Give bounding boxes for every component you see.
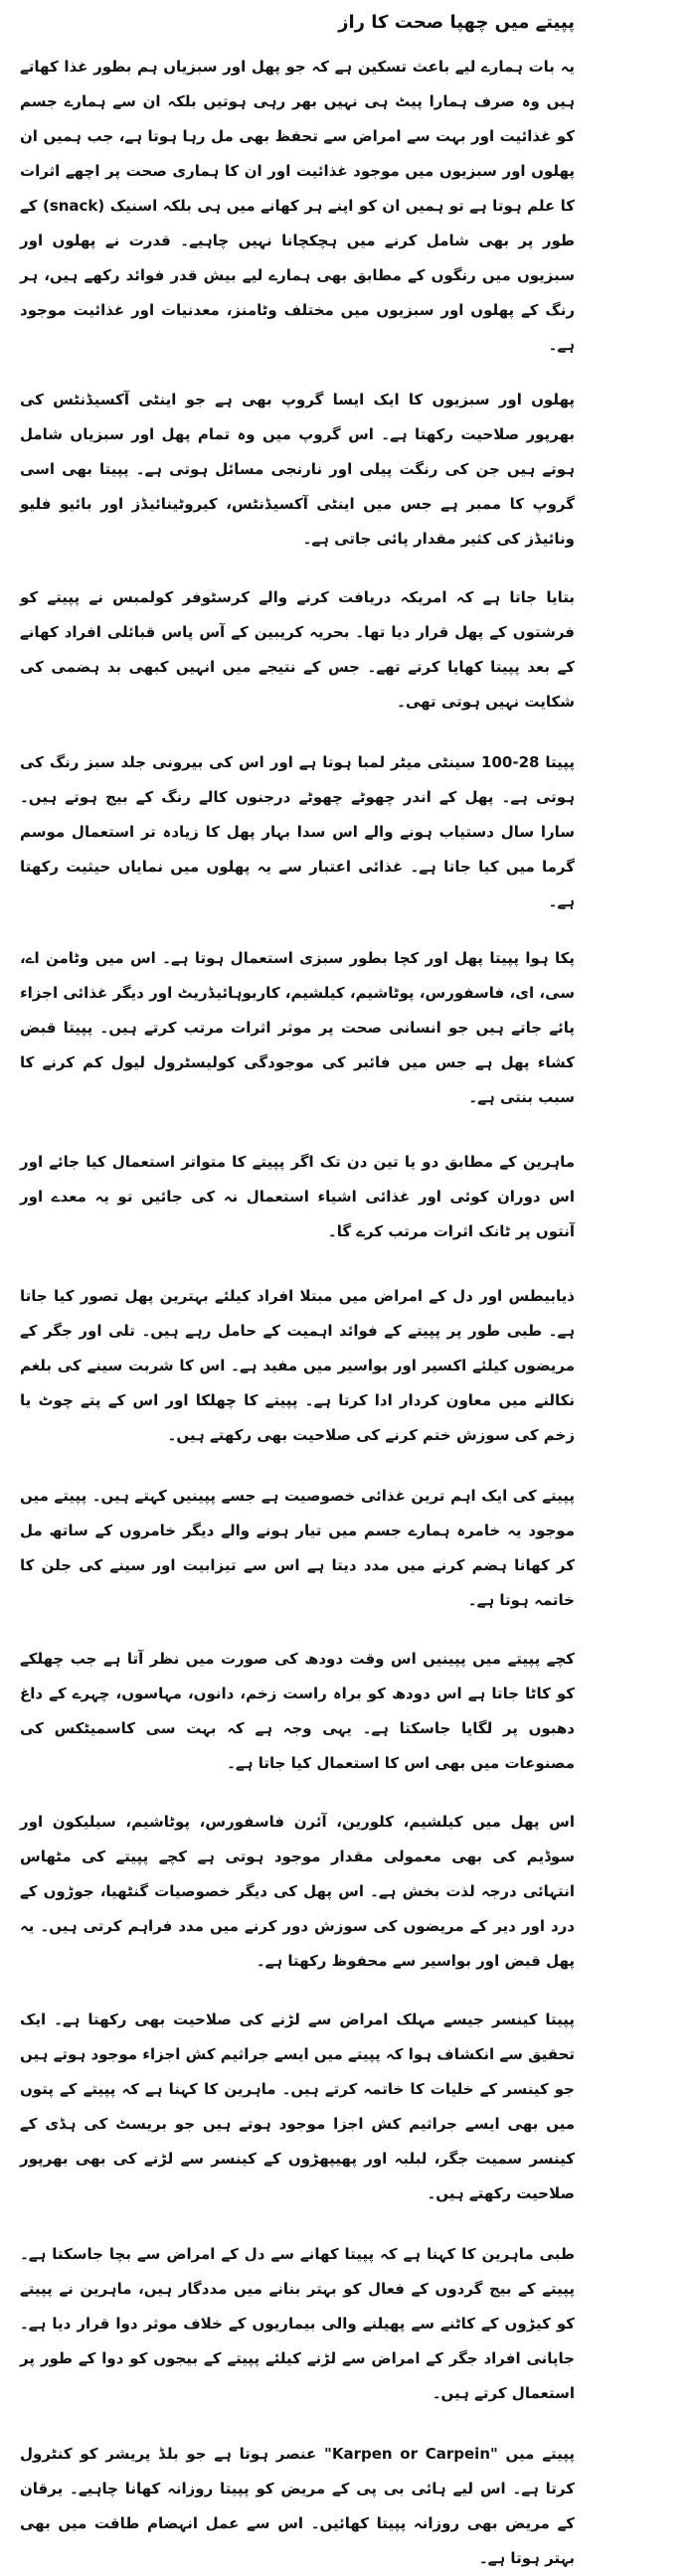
paragraph-13: پپیتے میں "Karpen or Carpein" عنصر ہوتا ہے جو بلڈ پریشر کو کنٹرول کرتا ہے۔ اس لیے ہائی بی پی کے مریض کو پپیتا روزانہ کھانا چاہیے۔ یرقان کے مریض بھی روزانہ پپیتا کھائیں۔ اس سے عمل انہضام طاقت میں بھی بہتر ہوتا ہے۔ bbox=[20, 2445, 575, 2567]
paragraph-8: پپیتے کی ایک اہم ترین غذائی خصوصیت ہے جسے پپینیں کہتے ہیں۔ پپیتے میں موجود یہ خامرہ ہمارے جسم میں تیار ہونے والے دیگر خامروں کے ساتھ مل کر کھانا ہضم کرنے میں مدد دیتا ہے اس سے تیزابیت اور سینے کی جلن کا خاتمہ ہوتا ہے۔ bbox=[20, 1487, 575, 1609]
paragraph-2: پھلوں اور سبزیوں کا ایک ایسا گروپ بھی ہے جو اینٹی آکسیڈنٹس کی بھرپور صلاحیت رکھتا ہے۔ اس گروپ میں وہ تمام پھل اور سبزیاں شامل ہوتے ہیں جن کی رنگت پیلی اور نارنجی مسائل ہوتی ہے۔ پپیتا بھی اسی گروپ کا ممبر ہے جس میں اینٹی آکسیڈنٹس، کیروٹینائیڈز اور بائیو فلیو ونائیڈز کی کثیر مقدار پائی جاتی ہے۔ bbox=[20, 391, 575, 548]
paragraph-4: پپیتا 28-100 سینٹی میٹر لمبا ہوتا ہے اور اس کی بیرونی جلد سبز رنگ کی ہوتی ہے۔ پھل کے اندر چھوٹے چھوٹے درجنوں کالے رنگ کے بیج ہوتے ہیں۔ سارا سال دستیاب ہونے والے اس سدا بہار پھل کا زیادہ تر استعمال موسم گرما میں کیا جاتا ہے۔ غذائی اعتبار سے یہ پھلوں میں نمایاں حیثیت رکھتا ہے۔ bbox=[20, 753, 575, 910]
paragraph-1: یہ بات ہمارے لیے باعث تسکین ہے کہ جو پھل اور سبزیاں ہم بطور غذا کھاتے ہیں وہ صرف ہمارا پیٹ ہی نہیں بھر رہی ہوتیں بلکہ ان سے ہمارے جسم کو غذائیت اور بہت سے امراض سے تحفظ بھی مل رہا ہوتا ہے، جب ہمیں ان پھلوں اور سبزیوں میں موجود غذائیت اور ان کا ہماری صحت پر اچھے اثرات کا علم ہوتا ہے تو ہمیں ان کو اپنے ہر کھانے میں ہی بلکہ اسنیک (snack) کے طور پر بھی شامل کرنے میں ہچکچانا نہیں چاہیے۔ قدرت نے پھلوں اور سبزیوں میں رنگوں کے مطابق بھی ہمارے لیے بیش قدر فوائد رکھے ہیں، ہر رنگ کے پھلوں اور سبزیوں میں مختلف وٹامنز، معدنیات اور غذائیت موجود ہے۔ bbox=[20, 58, 575, 354]
paragraph-6: ماہرین کے مطابق دو یا تین دن تک اگر پپیتے کا متواتر استعمال کیا جائے اور اس دوران کوئی اور غذائی اشیاء استعمال نہ کی جائیں تو یہ معدے اور آنتوں پر ٹانک اثرات مرتب کرے گا۔ bbox=[20, 1153, 575, 1240]
paragraph-9: کچے پپیتے میں پپینیں اس وقت دودھ کی صورت میں نظر آتا ہے جب چھلکے کو کاٹا جاتا ہے اس دودھ کو براہ راست زخم، دانوں، مہاسوں، چہرے کے داغ دھبوں پر لگایا جاسکتا ہے۔ یہی وجہ ہے کہ بہت سی کاسمیٹکس کی مصنوعات میں بھی اس کا استعمال کیا جاتا ہے۔ bbox=[20, 1650, 575, 1772]
paragraph-12: طبی ماہرین کا کہنا ہے کہ پپیتا کھانے سے دل کے امراض سے بچا جاسکتا ہے۔ پپیتے کے بیج گردوں کے فعال کو بہتر بنانے میں مددگار ہیں، ماہرین نے پپیتے کو کیڑوں کے کاٹنے سے پھیلنے والی بیماریوں کے خلاف موثر دوا قرار دیا ہے۔ جاپانی افراد جگر کے امراض سے لڑنے کیلئے پپیتے کے بیجوں کو دوا کے طور پر استعمال کرتے ہیں۔ bbox=[20, 2245, 575, 2402]
paragraph-10: اس پھل میں کیلشیم، کلورین، آئرن فاسفورس، پوٹاشیم، سیلیکون اور سوڈیم کی بھی معمولی مقدار موجود ہوتی ہے کچے پپیتے کی مٹھاس انتہائی درجہ لذت بخش ہے۔ اس پھل کی دیگر خصوصیات گنٹھیا، جوڑوں کے درد اور دیر کے مریضوں کی سوزش دور کرنے میں مدد فراہم کرتی ہیں۔ یہ پھل قبض اور بواسیر سے محفوظ رکھتا ہے۔ bbox=[20, 1813, 575, 1970]
paragraph-3: بتایا جاتا ہے کہ امریکہ دریافت کرنے والے کرسٹوفر کولمبس نے پپیتے کو فرشتوں کے پھل قرار دیا تھا۔ بحریہ کریبین کے آس پاس قبائلی افراد کھانے کے بعد پپیتا کھایا کرتے تھے۔ جس کے نتیجے میں انہیں کبھی بد ہضمی کی شکایت نہیں ہوتی تھی۔ bbox=[20, 588, 575, 711]
paragraph-7: ذیابیطس اور دل کے امراض میں مبتلا افراد کیلئے بہترین پھل تصور کیا جاتا ہے۔ طبی طور پر پپیتے کے فوائد اہمیت کے حامل رہے ہیں۔ تلی اور جگر کے مریضوں کیلئے اکسیر اور بواسیر میں مفید ہے۔ اس کا شربت سینے کی بلغم نکالنے میں معاون کردار ادا کرتا ہے۔ پپیتے کا چھلکا اور اس کے پتے چوٹ یا زخم کی سوزش ختم کرنے کی صلاحیت بھی رکھتے ہیں۔ bbox=[20, 1287, 575, 1444]
article-title: پپیتے میں چھپا صحت کا راز bbox=[338, 12, 575, 33]
paragraph-5: پکا ہوا پپیتا پھل اور کچا بطور سبزی استعمال ہوتا ہے۔ اس میں وٹامن اے، سی، ای، فاسفورس، پوٹاشیم، کیلشیم، کاربوہائیڈریٹ اور دیگر غذائی اجزاء پائے جاتے ہیں جو انسانی صحت پر موثر اثرات مرتب کرتے ہیں۔ پپیتا قبض کشاء پھل ہے جس میں فائبر کی موجودگی کولیسٹرول لیول کم کرنے کا سبب بنتی ہے۔ bbox=[20, 949, 575, 1106]
paragraph-11: پپیتا کینسر جیسے مہلک امراض سے لڑنے کی صلاحیت بھی رکھتا ہے۔ ایک تحقیق سے انکشاف ہوا کہ پپیتے میں ایسے جراثیم کش اجزاء موجود ہوتے ہیں جو کینسر کے خلیات کا خاتمہ کرتے ہیں۔ ماہرین کا کہنا ہے کہ پپیتے کے پتوں میں بھی ایسے جراثیم کش اجزا موجود ہوتے ہیں جو بریسٹ کی ہڈی کے کینسر سمیت جگر، لبلبہ اور پھیپھڑوں کے کینسر سے لڑنے کی بھی بھرپور صلاحیت رکھتے ہیں۔ bbox=[20, 2011, 575, 2202]
